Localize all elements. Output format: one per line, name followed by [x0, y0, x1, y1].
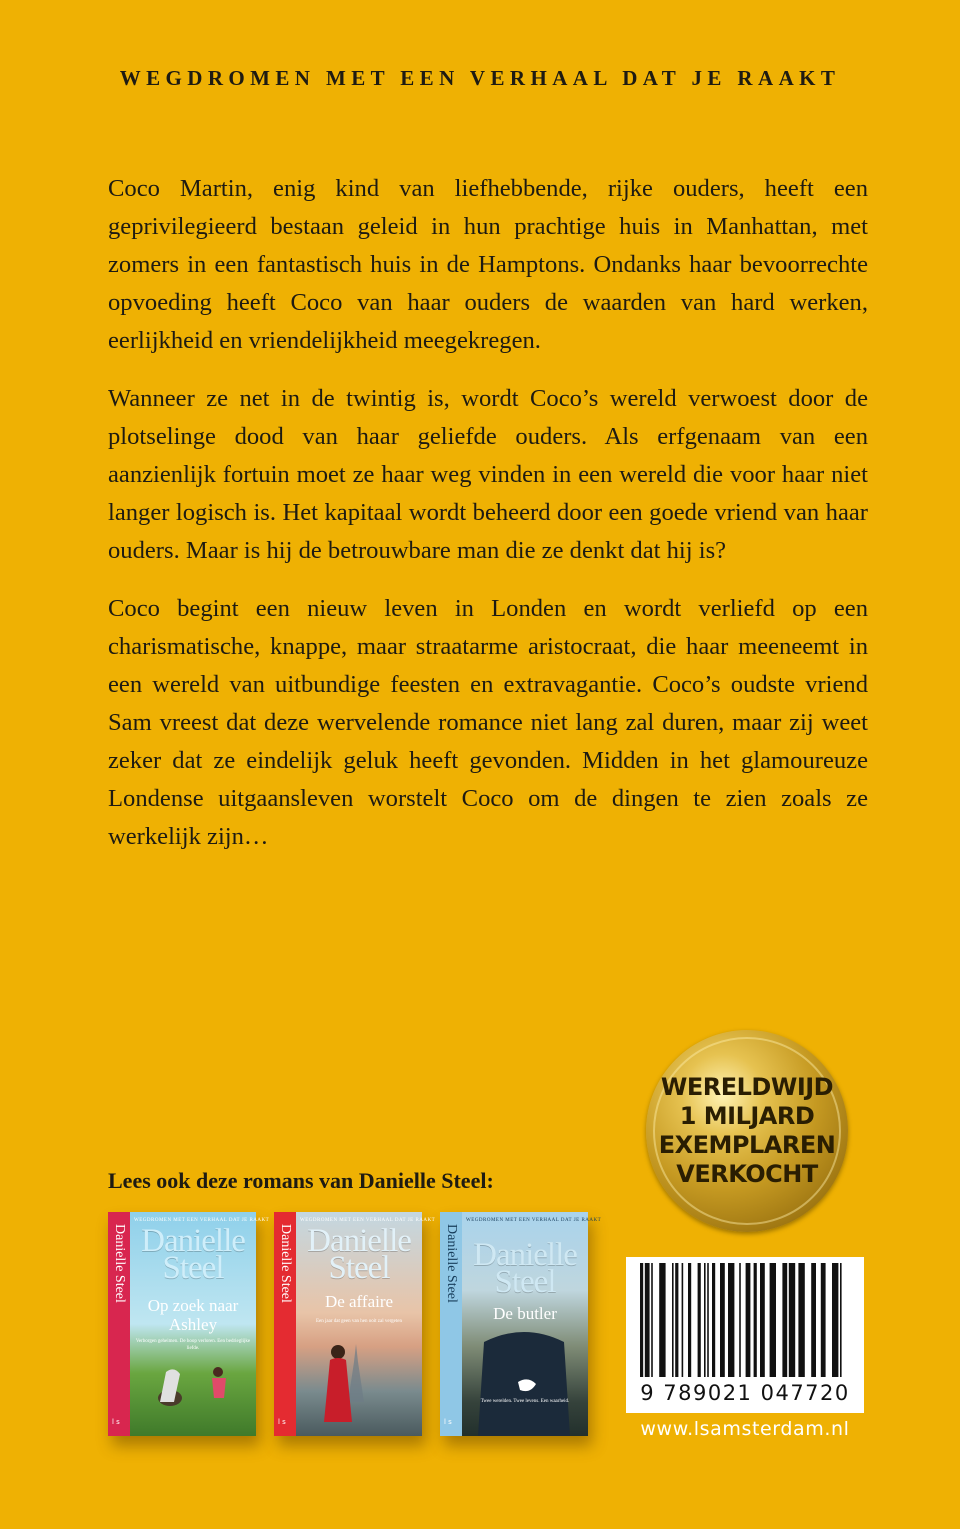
barcode-bar	[712, 1263, 715, 1377]
brand-line: Danielle	[307, 1223, 411, 1259]
barcode-bar	[682, 1263, 684, 1377]
barcode-bars	[626, 1257, 864, 1381]
book-cover-op-zoek-naar-ashley	[108, 1212, 270, 1436]
publisher-url: www.lsamsterdam.nl	[640, 1418, 850, 1440]
book-illustration	[274, 1212, 436, 1436]
tagline: WEGDROMEN MET EEN VERHAAL DAT JE RAAKT	[119, 66, 841, 90]
barcode-bar	[798, 1263, 804, 1377]
barcode-bar	[782, 1263, 787, 1377]
brand-line: Steel	[162, 1250, 224, 1286]
book-subtitle: Twee werelden. Twee levens. Een waarheid.	[480, 1399, 570, 1404]
book-tagline: WEGDROMEN MET EEN VERHAAL DAT JE RAAKT	[466, 1218, 602, 1223]
spine-author: Danielle Steel	[278, 1224, 293, 1303]
barcode-bar	[704, 1263, 706, 1377]
publisher-logo: l s	[112, 1418, 120, 1426]
barcode-bar	[770, 1263, 776, 1377]
publisher-logo: l s	[444, 1418, 452, 1426]
blurb-paragraph: Coco Martin, enig kind van liefhebbende, rijke ouders, heeft een geprivilegieerd bestaan geleid in hun prachtige huis in Manhattan, met zomers in een fantastisch huis in de Hamptons. Ondanks haar bevoorrechte opvoeding heeft Coco van haar ouders de waarden van hard werken, eerlijkheid en vriendelijkheid meegekregen.	[108, 175, 868, 354]
brand-line: Danielle	[473, 1237, 577, 1273]
book-cover-de-affaire	[274, 1212, 436, 1436]
barcode-bar	[651, 1263, 653, 1377]
barcode-bar	[821, 1263, 826, 1377]
isbn-number: 9 789021 047720	[640, 1381, 850, 1405]
spine-author: Danielle Steel	[112, 1224, 127, 1303]
barcode-bar	[688, 1263, 691, 1377]
barcode-bar	[754, 1263, 757, 1377]
barcode-bar	[645, 1263, 650, 1377]
barcode-bar	[760, 1263, 765, 1377]
blurb-paragraph: Coco begint een nieuw leven in Londen en wordt verliefd op een charismatische, knappe, maar straatarme aristocraat, die haar meeneemt in een wereld van uitbundige feesten en extravagantie. Coco’s oudste vriend Sam vreest dat deze wervelende romance niet lang zal duren, maar zij weet zeker dat ze eindelijk geluk heeft gevonden. Midden in het glamoureuze Londense uitgaansleven worstelt Coco om de dingen te zien zoals ze werkelijk zijn…	[108, 595, 868, 850]
book-tagline: WEGDROMEN MET EEN VERHAAL DAT JE RAAKT	[300, 1218, 436, 1223]
book-subtitle: Verborgen geheimen. De hoop verloren. Een bedrieglijke liefde.	[135, 1339, 251, 1351]
brand-line: Steel	[494, 1264, 556, 1300]
seal-line: VERKOCHT	[676, 1160, 818, 1188]
book-illustration	[108, 1212, 270, 1436]
barcode-bar	[832, 1263, 838, 1377]
barcode-bar	[720, 1263, 725, 1377]
blurb	[108, 170, 868, 876]
barcode-bar	[698, 1263, 701, 1377]
brand-line: Danielle	[141, 1223, 245, 1259]
barcode-bar	[739, 1263, 741, 1377]
blurb-paragraph: Wanneer ze net in de twintig is, wordt Coco’s wereld verwoest door de plotselinge dood van haar geliefde ouders. Als erfgenaam van een aanzienlijk fortuin moet ze haar weg vinden in een wereld die voor haar niet langer logisch is. Het kapitaal wordt beheerd door een goede vriend van haar ouders. Maar is hij de betrouwbare man die ze denkt dat hij is?	[108, 385, 868, 564]
book-tagline: WEGDROMEN MET EEN VERHAAL DAT JE RAAKT	[134, 1218, 270, 1223]
seal-line: WERELDWIJD	[660, 1073, 834, 1101]
also-read-heading: Lees ook deze romans van Danielle Steel:	[108, 1168, 494, 1193]
barcode-bar	[811, 1263, 816, 1377]
barcode-bar	[707, 1263, 709, 1377]
book-subtitle: Een jaar dat geen van hen ooit zal vergeten	[316, 1319, 402, 1324]
isbn-barcode	[626, 1257, 864, 1413]
book-cover-de-butler	[440, 1212, 602, 1436]
book-title: De affaire	[324, 1292, 394, 1311]
barcode-bar	[659, 1263, 665, 1377]
brand-line: Steel	[328, 1250, 390, 1286]
barcode-bar	[840, 1263, 842, 1377]
sales-seal	[646, 1030, 848, 1232]
barcode-bar	[672, 1263, 674, 1377]
seal-line: EXEMPLAREN	[658, 1131, 836, 1159]
barcode-bar	[640, 1263, 643, 1377]
book-title: Op zoek naar Ashley	[147, 1296, 239, 1334]
book-title: De butler	[493, 1304, 557, 1323]
spine-author: Danielle Steel	[444, 1224, 459, 1303]
barcode-bar	[746, 1263, 751, 1377]
barcode-bar	[675, 1263, 678, 1377]
barcode-bar	[789, 1263, 795, 1377]
seal-line: 1 MILJARD	[679, 1102, 815, 1130]
publisher-logo: l s	[278, 1418, 286, 1426]
barcode-bar	[728, 1263, 734, 1377]
